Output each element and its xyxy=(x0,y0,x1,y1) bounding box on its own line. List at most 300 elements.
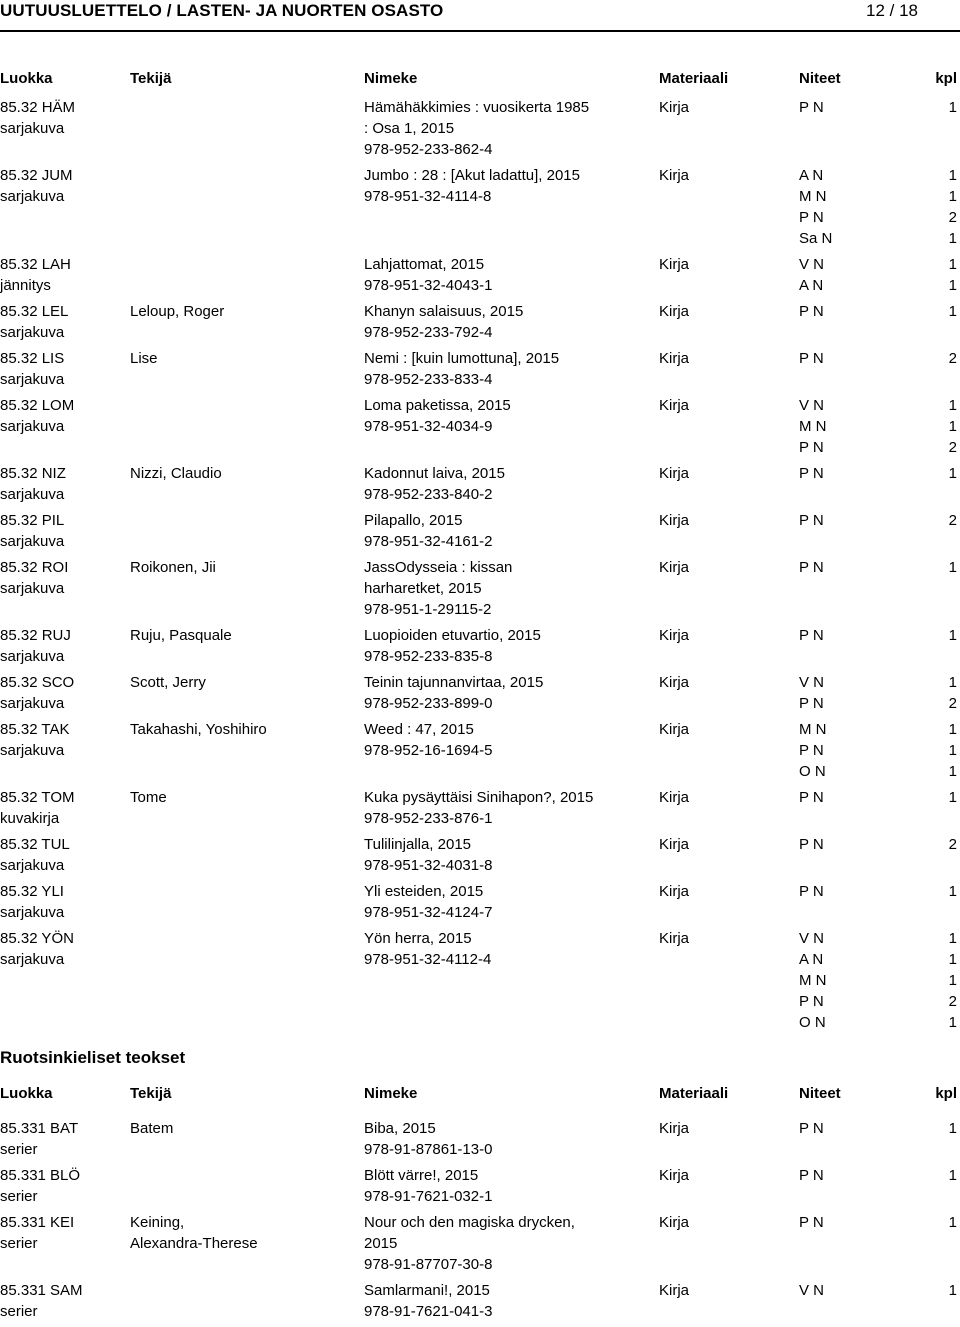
class-line: 85.32 RUJ xyxy=(0,627,71,644)
holding-row xyxy=(799,207,960,228)
holding-code: M N xyxy=(799,188,827,205)
holding-code: P N xyxy=(799,789,824,806)
holding-count: 1 xyxy=(948,303,957,320)
col-materiaali: Materiaali xyxy=(659,1085,729,1102)
holding-row xyxy=(799,186,960,207)
material-cell xyxy=(659,787,689,808)
holdings-cell xyxy=(799,395,960,458)
holding-code: P N xyxy=(799,209,824,226)
holding-count: 1 xyxy=(948,972,957,989)
catalog-row xyxy=(0,625,960,672)
holding-count: 1 xyxy=(948,763,957,780)
title-line: 978-951-32-4031-8 xyxy=(364,857,493,874)
class-line: sarjakuva xyxy=(0,742,65,759)
title-cell xyxy=(364,395,639,437)
title-line: : Osa 1, 2015 xyxy=(364,120,455,137)
author-line: Ruju, Pasquale xyxy=(130,627,232,644)
catalog-row xyxy=(0,672,960,719)
catalog-row xyxy=(0,254,960,301)
author-line: Lise xyxy=(130,350,158,367)
class-line: sarjakuva xyxy=(0,580,65,597)
title-cell xyxy=(364,463,639,505)
holding-code: V N xyxy=(799,397,825,414)
catalog-row xyxy=(0,834,960,881)
holding-code: A N xyxy=(799,951,824,968)
holding-code: O N xyxy=(799,763,826,780)
author-cell xyxy=(130,1118,355,1139)
material-text: Kirja xyxy=(659,836,690,853)
material-cell xyxy=(659,348,689,369)
holdings-cell xyxy=(799,881,960,902)
class-line: 85.32 TAK xyxy=(0,721,70,738)
material-cell xyxy=(659,881,689,902)
catalog-row xyxy=(0,1280,960,1327)
title-line: 978-952-233-899-0 xyxy=(364,695,493,712)
material-cell xyxy=(659,557,689,578)
holding-count: 1 xyxy=(948,674,957,691)
holding-row xyxy=(799,463,960,484)
class-line: sarjakuva xyxy=(0,533,65,550)
holdings-cell xyxy=(799,348,960,369)
material-cell xyxy=(659,1212,689,1233)
col-tekija: Tekijä xyxy=(130,1085,172,1102)
title-line: Loma paketissa, 2015 xyxy=(364,397,511,414)
material-cell xyxy=(659,254,689,275)
class-cell xyxy=(0,1165,125,1207)
holdings-cell xyxy=(799,301,960,322)
class-line: 85.32 TOM xyxy=(0,789,75,806)
material-text: Kirja xyxy=(659,465,690,482)
material-text: Kirja xyxy=(659,167,690,184)
holding-code: V N xyxy=(799,930,825,947)
material-text: Kirja xyxy=(659,674,690,691)
holdings-cell xyxy=(799,557,960,578)
title-cell xyxy=(364,1165,639,1207)
author-cell xyxy=(130,463,355,484)
holding-count: 1 xyxy=(948,167,957,184)
material-cell xyxy=(659,928,689,949)
class-line: 85.331 SAM xyxy=(0,1282,83,1299)
class-line: 85.32 HÄM xyxy=(0,99,76,116)
col-kpl: kpl xyxy=(935,70,957,87)
holding-row xyxy=(799,228,960,249)
title-line: 978-952-233-833-4 xyxy=(364,371,493,388)
title-line: 978-952-233-792-4 xyxy=(364,324,493,341)
catalog-list-swedish xyxy=(0,1118,960,1327)
material-text: Kirja xyxy=(659,1120,690,1137)
material-cell xyxy=(659,1280,689,1301)
class-line: sarjakuva xyxy=(0,188,65,205)
holding-row xyxy=(799,1212,960,1233)
title-line: Samlarmani!, 2015 xyxy=(364,1282,490,1299)
holding-count: 1 xyxy=(948,1214,957,1231)
class-line: 85.32 LOM xyxy=(0,397,75,414)
holding-count: 2 xyxy=(948,439,957,456)
holding-code: A N xyxy=(799,167,824,184)
class-cell xyxy=(0,165,125,207)
title-line: Nour och den magiska drycken, xyxy=(364,1214,575,1231)
holding-code: P N xyxy=(799,1120,824,1137)
holding-row xyxy=(799,928,960,949)
holdings-cell xyxy=(799,1165,960,1186)
class-cell xyxy=(0,719,125,761)
holding-row xyxy=(799,510,960,531)
material-cell xyxy=(659,97,689,118)
holding-count: 1 xyxy=(948,1282,957,1299)
holding-code: P N xyxy=(799,1167,824,1184)
class-line: 85.32 YÖN xyxy=(0,930,74,947)
holding-code: Sa N xyxy=(799,230,833,247)
title-line: 978-952-233-876-1 xyxy=(364,810,493,827)
holding-code: P N xyxy=(799,512,824,529)
col-tekija: Tekijä xyxy=(130,70,172,87)
author-line: Keining, xyxy=(130,1214,185,1231)
catalog-row xyxy=(0,97,960,165)
col-nimeke: Nimeke xyxy=(364,70,418,87)
material-cell xyxy=(659,1165,689,1186)
material-cell xyxy=(659,463,689,484)
title-cell xyxy=(364,348,639,390)
holdings-cell xyxy=(799,834,960,855)
holding-count: 1 xyxy=(948,930,957,947)
class-cell xyxy=(0,1212,125,1254)
holdings-cell xyxy=(799,1280,960,1301)
holding-code: P N xyxy=(799,465,824,482)
holding-code: P N xyxy=(799,350,824,367)
class-line: 85.32 ROI xyxy=(0,559,69,576)
holding-row xyxy=(799,165,960,186)
column-headers-swedish xyxy=(0,1085,960,1107)
catalog-row xyxy=(0,928,960,1038)
class-line: sarjakuva xyxy=(0,695,65,712)
title-line: 978-91-87861-13-0 xyxy=(364,1141,493,1158)
class-line: 85.32 LAH xyxy=(0,256,71,273)
col-niteet: Niteet xyxy=(799,1085,841,1102)
author-cell xyxy=(130,348,355,369)
title-line: 978-91-7621-041-3 xyxy=(364,1303,493,1320)
class-line: 85.32 NIZ xyxy=(0,465,66,482)
holding-code: P N xyxy=(799,559,824,576)
class-line: sarjakuva xyxy=(0,648,65,665)
holding-row xyxy=(799,1280,960,1301)
title-line: 978-952-16-1694-5 xyxy=(364,742,493,759)
class-cell xyxy=(0,510,125,552)
holding-count: 1 xyxy=(948,230,957,247)
material-cell xyxy=(659,834,689,855)
material-text: Kirja xyxy=(659,1282,690,1299)
title-line: 978-951-32-4112-4 xyxy=(364,951,492,968)
class-line: kuvakirja xyxy=(0,810,60,827)
author-cell xyxy=(130,557,355,578)
title-line: 978-951-32-4043-1 xyxy=(364,277,493,294)
title-line: Hämähäkkimies : vuosikerta 1985 xyxy=(364,99,590,116)
title-line: 978-952-233-862-4 xyxy=(364,141,493,158)
holding-code: A N xyxy=(799,277,824,294)
material-text: Kirja xyxy=(659,99,690,116)
material-text: Kirja xyxy=(659,721,690,738)
col-luokka: Luokka xyxy=(0,1085,53,1102)
title-line: Yli esteiden, 2015 xyxy=(364,883,484,900)
holding-row xyxy=(799,416,960,437)
title-cell xyxy=(364,1118,639,1160)
holding-code: V N xyxy=(799,256,825,273)
class-line: serier xyxy=(0,1235,38,1252)
holding-row xyxy=(799,970,960,991)
material-text: Kirja xyxy=(659,789,690,806)
holding-code: P N xyxy=(799,695,824,712)
class-cell xyxy=(0,928,125,970)
col-luokka: Luokka xyxy=(0,70,53,87)
holding-row xyxy=(799,1118,960,1139)
class-cell xyxy=(0,1118,125,1160)
author-cell xyxy=(130,672,355,693)
class-cell xyxy=(0,625,125,667)
holding-row xyxy=(799,395,960,416)
holding-row xyxy=(799,693,960,714)
holding-row xyxy=(799,949,960,970)
holding-code: P N xyxy=(799,836,824,853)
class-cell xyxy=(0,395,125,437)
holding-count: 1 xyxy=(948,188,957,205)
holding-count: 2 xyxy=(948,512,957,529)
title-line: 978-951-32-4161-2 xyxy=(364,533,493,550)
catalog-row xyxy=(0,719,960,787)
title-cell xyxy=(364,557,639,620)
holdings-cell xyxy=(799,97,960,118)
class-cell xyxy=(0,881,125,923)
class-cell xyxy=(0,348,125,390)
holding-count: 1 xyxy=(948,465,957,482)
material-text: Kirja xyxy=(659,350,690,367)
material-text: Kirja xyxy=(659,303,690,320)
title-cell xyxy=(364,254,639,296)
class-line: jännitys xyxy=(0,277,51,294)
title-line: 978-951-32-4114-8 xyxy=(364,188,492,205)
title-cell xyxy=(364,881,639,923)
holding-row xyxy=(799,254,960,275)
holding-code: P N xyxy=(799,99,824,116)
material-cell xyxy=(659,625,689,646)
title-line: 978-91-7621-032-1 xyxy=(364,1188,493,1205)
holding-row xyxy=(799,834,960,855)
class-line: 85.32 LIS xyxy=(0,350,65,367)
title-line: Kadonnut laiva, 2015 xyxy=(364,465,505,482)
holdings-cell xyxy=(799,510,960,531)
class-line: 85.32 JUM xyxy=(0,167,73,184)
holding-row xyxy=(799,97,960,118)
class-line: sarjakuva xyxy=(0,951,65,968)
holding-row xyxy=(799,437,960,458)
holding-code: O N xyxy=(799,1014,826,1031)
title-cell xyxy=(364,787,639,829)
material-text: Kirja xyxy=(659,883,690,900)
title-cell xyxy=(364,625,639,667)
title-cell xyxy=(364,301,639,343)
holding-row xyxy=(799,740,960,761)
title-line: Lahjattomat, 2015 xyxy=(364,256,485,273)
header-rule xyxy=(0,30,960,32)
title-line: harharetket, 2015 xyxy=(364,580,482,597)
holding-row xyxy=(799,275,960,296)
title-cell xyxy=(364,97,639,160)
title-line: Weed : 47, 2015 xyxy=(364,721,474,738)
author-line: Alexandra-Therese xyxy=(130,1235,258,1252)
holding-row xyxy=(799,881,960,902)
author-line: Scott, Jerry xyxy=(130,674,206,691)
class-cell xyxy=(0,254,125,296)
holding-count: 1 xyxy=(948,627,957,644)
holding-code: P N xyxy=(799,303,824,320)
material-text: Kirja xyxy=(659,1167,690,1184)
author-line: Batem xyxy=(130,1120,174,1137)
author-line: Leloup, Roger xyxy=(130,303,225,320)
title-line: Blött värre!, 2015 xyxy=(364,1167,479,1184)
holdings-cell xyxy=(799,254,960,296)
author-line: Roikonen, Jii xyxy=(130,559,216,576)
col-niteet: Niteet xyxy=(799,70,841,87)
title-line: 978-952-233-840-2 xyxy=(364,486,493,503)
holding-code: M N xyxy=(799,418,827,435)
holdings-cell xyxy=(799,463,960,484)
class-cell xyxy=(0,787,125,829)
catalog-row xyxy=(0,1165,960,1212)
author-cell xyxy=(130,719,355,740)
title-cell xyxy=(364,834,639,876)
holdings-cell xyxy=(799,1118,960,1139)
class-line: sarjakuva xyxy=(0,904,65,921)
holding-count: 1 xyxy=(948,1014,957,1031)
holdings-cell xyxy=(799,719,960,782)
holding-row xyxy=(799,1165,960,1186)
holding-count: 1 xyxy=(948,742,957,759)
author-cell xyxy=(130,1212,355,1254)
author-line: Takahashi, Yoshihiro xyxy=(130,721,267,738)
material-cell xyxy=(659,301,689,322)
title-line: 978-91-87707-30-8 xyxy=(364,1256,493,1273)
material-text: Kirja xyxy=(659,1214,690,1231)
col-nimeke: Nimeke xyxy=(364,1085,418,1102)
holding-code: V N xyxy=(799,1282,825,1299)
author-cell xyxy=(130,301,355,322)
class-line: sarjakuva xyxy=(0,418,65,435)
holding-row xyxy=(799,672,960,693)
author-cell xyxy=(130,787,355,808)
holding-count: 1 xyxy=(948,397,957,414)
title-cell xyxy=(364,165,639,207)
page-title: UUTUUSLUETTELO / LASTEN- JA NUORTEN OSASTO xyxy=(0,1,444,20)
holdings-cell xyxy=(799,672,960,714)
holding-count: 1 xyxy=(948,1167,957,1184)
title-line: JassOdysseia : kissan xyxy=(364,559,513,576)
holdings-cell xyxy=(799,1212,960,1233)
holding-count: 2 xyxy=(948,209,957,226)
holdings-cell xyxy=(799,928,960,1033)
title-line: Jumbo : 28 : [Akut ladattu], 2015 xyxy=(364,167,580,184)
catalog-row xyxy=(0,881,960,928)
class-line: sarjakuva xyxy=(0,857,65,874)
holding-count: 1 xyxy=(948,721,957,738)
catalog-row xyxy=(0,510,960,557)
title-line: 978-952-233-835-8 xyxy=(364,648,493,665)
holding-row xyxy=(799,761,960,782)
catalog-row xyxy=(0,1212,960,1280)
holding-code: P N xyxy=(799,439,824,456)
author-cell xyxy=(130,625,355,646)
catalog-row xyxy=(0,557,960,625)
author-line: Nizzi, Claudio xyxy=(130,465,222,482)
holding-row xyxy=(799,719,960,740)
holding-row xyxy=(799,557,960,578)
holding-code: P N xyxy=(799,883,824,900)
material-cell xyxy=(659,719,689,740)
class-line: 85.331 BLÖ xyxy=(0,1167,81,1184)
holding-code: P N xyxy=(799,1214,824,1231)
class-line: sarjakuva xyxy=(0,371,65,388)
holding-row xyxy=(799,301,960,322)
title-line: Yön herra, 2015 xyxy=(364,930,472,947)
holding-row xyxy=(799,991,960,1012)
title-line: Tulilinjalla, 2015 xyxy=(364,836,472,853)
class-line: sarjakuva xyxy=(0,120,65,137)
class-line: sarjakuva xyxy=(0,324,65,341)
catalog-row xyxy=(0,348,960,395)
holding-row xyxy=(799,787,960,808)
holding-code: P N xyxy=(799,742,824,759)
material-cell xyxy=(659,395,689,416)
class-cell xyxy=(0,557,125,599)
col-materiaali: Materiaali xyxy=(659,70,729,87)
class-cell xyxy=(0,672,125,714)
holding-count: 2 xyxy=(948,695,957,712)
title-line: 978-951-32-4034-9 xyxy=(364,418,493,435)
holding-code: P N xyxy=(799,993,824,1010)
catalog-row xyxy=(0,787,960,834)
title-cell xyxy=(364,719,639,761)
holding-count: 2 xyxy=(948,836,957,853)
material-text: Kirja xyxy=(659,559,690,576)
class-line: 85.32 PIL xyxy=(0,512,65,529)
class-line: 85.32 YLI xyxy=(0,883,64,900)
class-cell xyxy=(0,97,125,139)
holding-count: 1 xyxy=(948,256,957,273)
title-line: 2015 xyxy=(364,1235,398,1252)
holding-count: 1 xyxy=(948,789,957,806)
author-line: Tome xyxy=(130,789,167,806)
page-header xyxy=(0,0,960,32)
holding-count: 1 xyxy=(948,951,957,968)
catalog-row xyxy=(0,301,960,348)
class-line: sarjakuva xyxy=(0,486,65,503)
title-cell xyxy=(364,672,639,714)
holding-row xyxy=(799,625,960,646)
catalog-row xyxy=(0,463,960,510)
section-title-swedish: Ruotsinkieliset teokset xyxy=(0,1048,186,1067)
material-cell xyxy=(659,510,689,531)
material-cell xyxy=(659,165,689,186)
column-headers xyxy=(0,70,960,92)
holding-count: 1 xyxy=(948,1120,957,1137)
title-cell xyxy=(364,1212,639,1275)
class-cell xyxy=(0,463,125,505)
material-text: Kirja xyxy=(659,930,690,947)
class-line: serier xyxy=(0,1188,38,1205)
catalog-list xyxy=(0,97,960,1038)
title-cell xyxy=(364,510,639,552)
catalog-row xyxy=(0,165,960,254)
holding-code: M N xyxy=(799,721,827,738)
holding-count: 2 xyxy=(948,350,957,367)
material-text: Kirja xyxy=(659,397,690,414)
